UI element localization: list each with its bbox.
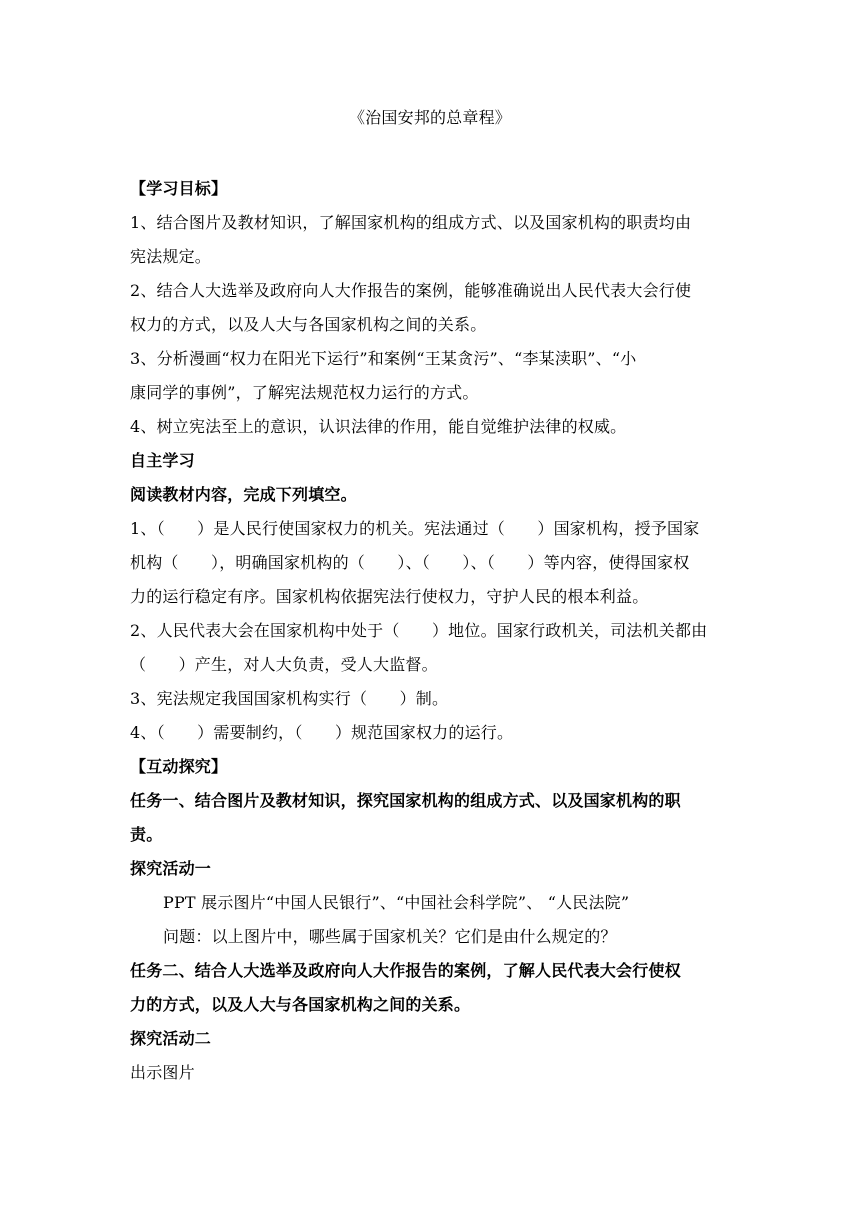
task-two-line: 任务二、结合人大选举及政府向人大作报告的案例，了解人民代表大会行使权 <box>130 961 681 980</box>
activity-two-text: 出示图片 <box>130 1063 195 1082</box>
objective-line: 宪法规定。 <box>130 247 212 266</box>
fill-blank-line: 力的运行稳定有序。国家机构依据宪法行使权力，守护人民的根本利益。 <box>130 587 649 606</box>
task-one-line: 任务一、结合图片及教材知识，探究国家机构的组成方式、以及国家机构的职 <box>130 791 681 810</box>
objective-line: 4、树立宪法至上的意识，认识法律的作用，能自觉维护法律的权威。 <box>130 417 627 436</box>
self-study-instruction: 阅读教材内容，完成下列填空。 <box>130 485 357 504</box>
inquiry-heading: 【互动探究】 <box>130 757 228 776</box>
activity-two-heading: 探究活动二 <box>130 1029 212 1048</box>
fill-blank-line: （ ）产生，对人大负责，受人大监督。 <box>130 655 438 674</box>
activity-one-heading: 探究活动一 <box>130 859 212 878</box>
objective-line: 权力的方式，以及人大与各国家机构之间的关系。 <box>130 315 487 334</box>
fill-blank-line: 1、（ ）是人民行使国家权力的机关。宪法通过（ ）国家机构，授予国家 <box>130 519 700 538</box>
objective-line: 2、结合人大选举及政府向人大作报告的案例，能够准确说出人民代表大会行使 <box>130 281 692 300</box>
objective-line: 康同学的事例”，了解宪法规范权力运行的方式。 <box>130 383 479 402</box>
objective-line: 3、分析漫画“权力在阳光下运行”和案例“王某贪污”、“李某渎职”、“小 <box>130 349 637 368</box>
self-study-heading: 自主学习 <box>130 451 195 470</box>
fill-blank-line: 机构（ ），明确国家机构的（ ）、（ ）、（ ）等内容，使得国家权 <box>130 553 690 572</box>
activity-one-line: PPT 展示图片“中国人民银行”、“中国社会科学院”、 “人民法院” <box>163 893 630 912</box>
objectives-heading: 【学习目标】 <box>130 179 228 198</box>
activity-one-line: 问题：以上图片中，哪些属于国家机关？它们是由什么规定的？ <box>163 927 617 946</box>
fill-blank-line: 3、宪法规定我国国家机构实行（ ）制。 <box>130 689 449 708</box>
fill-blank-line: 2、人民代表大会在国家机构中处于（ ）地位。国家行政机关，司法机关都由 <box>130 621 708 640</box>
fill-blank-line: 4、（ ）需要制约，（ ）规范国家权力的运行。 <box>130 723 514 742</box>
task-two-line: 力的方式，以及人大与各国家机构之间的关系。 <box>130 995 471 1014</box>
document-title: 《治国安邦的总章程》 <box>348 108 511 127</box>
task-one-line: 责。 <box>130 825 163 844</box>
objective-line: 1、结合图片及教材知识，了解国家机构的组成方式、以及国家机构的职责均由 <box>130 213 692 232</box>
